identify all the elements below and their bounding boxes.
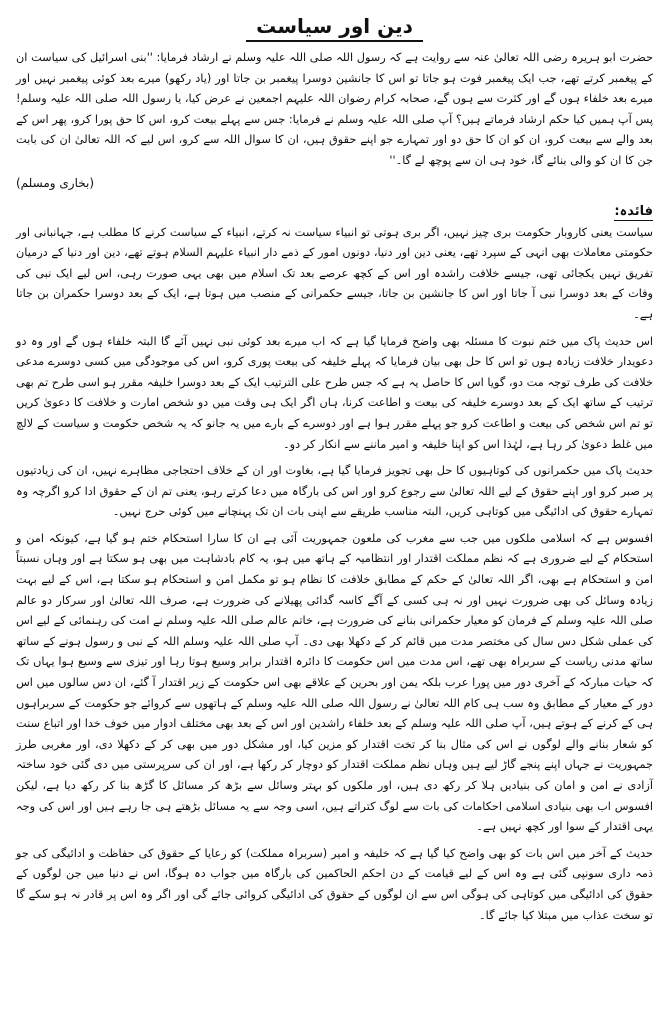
paragraph-3: حدیث پاک میں حکمرانوں کی کوتاہیوں کا حل بھی تجویز فرمایا گیا ہے، بغاوت اور ان کے خلاف احتجاجی مظاہرے نہیں، ان کی زیادتیوں پر صبر کرو اور اپنے حقوق کے لیے اللہ تعالیٰ سے رجوع کرو اور اس کی بارگاہ میں دعا کرتے رہو، یعنی تم ان کے حقوق ادا کرو اگرچہ وہ تمہارے حقوق کی ادائیگی میں کوتاہی کریں، البتہ مناسب طریقے سے اپنی بات ان تک پہنچانے میں کوئی حرج نہیں۔	[16, 464, 653, 519]
fawaid-heading: فائدہ:	[614, 203, 653, 219]
hadith-reference: (بخاری ومسلم)	[16, 175, 94, 190]
paragraph-4: افسوس ہے کہ اسلامی ملکوں میں جب سے مغرب کی ملعون جمہوریت آئی ہے ان کا سارا استحکام ختم ہو گیا ہے، کیونکہ امن و استحکام کے لیے ضروری ہے کہ نظم مملکت اقتدار اور انتظامیہ کے ہاتھ میں ہو، یہ کام بادشاہت میں بھی ہو سکتا ہے اور وہاں نسبتاً امن و استحکام ہے بھی، اگر اللہ تعالیٰ کے حکم کے مطابق خلافت کا نظام ہو تو مکمل امن و استحکام ہو سکتا ہے، اس کے لیے بہت زیادہ وسائل کی بھی ضرورت نہیں اور نہ ہی کسی کے آگے کاسہ گدائی پھیلانے کی ضرورت ہے، صرف اللہ تعالیٰ اور سرکار دو عالم صلی اللہ علیہ وسلم کے فرمان کو معیار حکمرانی بنانے کی ضرورت ہے، خاتم عالم صلی اللہ علیہ وسلم نے امت کی رہنمائی کے لیے اس کی عملی شکل دس سال کی مختصر مدت میں قائم کر کے دکھلا بھی دی۔ آپ صلی اللہ علیہ وسلم اللہ کے نبی و رسول ہونے کے ساتھ ساتھ مدنی ریاست کے سربراہ بھی تھے، اس مدت میں اس حکومت کا دائرہ اقتدار برابر وسیع ہوتا رہا اور تیزی سے وسیع ہوا یہاں تک کہ حیات مبارکہ کے آخری دور میں پورا عرب بلکہ یمن اور بحرین کے علاقے بھی اس حکومت کے زیر اقتدار آ گئے، ان دس سالوں میں اس دور کے معیار کے مطابق وہ سب ہی کام اللہ تعالیٰ نے رسول اللہ صلی اللہ علیہ وسلم کے ہاتھوں سے کروائے جو حکومت کے سربراہوں ہی کے کرنے کے ہوتے ہیں، آپ صلی اللہ علیہ وسلم کے بعد خلفاء راشدین اور اس کے بعد بھی مختلف ادوار میں خوف خدا اور اتباع سنت کو شعار بنانے والے لوگوں نے اس کی مثال بنا کر تخت اقتدار کو مزین کیا، اور مشکل دور میں بھی کر کے دکھلا دی، اور مغربی طرز جمہوریت نے جہاں اپنے پنجے گاڑ لیے ہیں وہاں نظم مملکت اقتدار کو دوچار کر رکھا ہے، اور ان کی سرپرستی میں دی گئی خود ساختہ آزادی نے امن و امان کی بنیادیں ہلا کر رکھ دی ہیں، اور ملکوں کو بہتر وسائل سے بڑھ کر مسائل کا گڑھ بنا کر رکھ دیا ہے، لیکن افسوس اب بھی بنیادی اسلامی احکامات کی بات سے لوگ کتراتے ہیں، اسی وجہ سے یہ مسائل بڑھتے ہی جا رہے ہیں اور اس کی وجہ یہی اقتدار کے سوا اور کچھ نہیں ہے۔	[16, 531, 653, 834]
page-title: دین اور سیاست	[246, 14, 423, 42]
title-wrap	[16, 14, 653, 42]
paragraph-2: اس حدیث پاک میں ختم نبوت کا مسئلہ بھی واضح فرمایا گیا ہے کہ اب میرے بعد کوئی نبی نہیں آئے گا البتہ خلفاء ہوں گے اور وہ دو دعویدار خلافت زیادہ ہوں تو اس کا حل بھی بیان فرمایا کہ پہلے خلیفہ کی بیعت پوری کرو، اس کی موجودگی میں کسی دوسرے مدعی خلافت کی طرف توجہ مت دو، گویا اس کا حاصل یہ ہے کہ جس طرح علی الترتیب ایک کے بعد دوسرا خلیفہ مقرر ہو اسی طرح تم بھی ترتیب کے ساتھ ایک کے بعد دوسرے خلیفہ کی بیعت و اطاعت کرنا، ہاں اگر ایک ہی وقت میں دو شخص امارت و خلافت کا دعویٰ کریں تو تم اس شخص کی بیعت و اطاعت کرو جو پہلے مقرر ہوا ہے اور دوسرے کے بارے میں یہ جانو کہ یہ شخص حکومت و سیاست کے لالچ میں غلط دعویٰ کر رہا ہے، لہٰذا اس کو اپنا خلیفہ و امیر ماننے سے انکار کر دو۔	[16, 334, 653, 451]
hadith-text: حضرت ابو ہریرہ رضی اللہ تعالیٰ عنہ سے روایت ہے کہ رسول اللہ صلی اللہ علیہ وسلم نے ارشاد فرمایا: ''بنی اسرائیل کی سیاست ان کے پیغمبر کرتے تھے، جب ایک پیغمبر فوت ہو جاتا تو اس کا جانشین دوسرا پیغمبر بن جاتا اور (یاد رکھو) میرے بعد کوئی پیغمبر نہیں اور میرے بعد خلفاء ہوں گے اور کثرت سے ہوں گے، صحابہ کرام رضوان اللہ علیہم اجمعین نے عرض کیا، یا رسول اللہ صلی اللہ علیہ وسلم! پس آپ ہمیں کیا حکم ارشاد فرماتے ہیں؟ آپ صلی اللہ علیہ وسلم نے فرمایا: جس سے پہلے بیعت کرو، اس کا حق پورا کرو، پھر اس کے بعد والے سے بیعت کرو، ان کو ان کا حق دو اور تمہارے جو اپنے حقوق ہیں، ان کا سوال اللہ سے کرو، اس لیے کہ اللہ تعالیٰ ان کی بابت جن کا ان کو والی بنائے گا، خود ہی ان سے پوچھ لے گا۔''	[16, 51, 653, 167]
paragraph-1: سیاست یعنی کاروبار حکومت بری چیز نہیں، اگر بری ہوتی تو انبیاء سیاست نہ کرتے، انبیاء کے سیاست کرنے کا مطلب ہے، جہانبانی اور حکومتی معاملات بھی انہی کے سپرد تھے، یعنی دین اور دنیا، دونوں امور کے ذمے دار انبیاء علیہم السلام ہوتے تھے، دین اور دنیا کے درمیان تفریق نہیں یکجائی تھی، جیسے خلافت راشدہ اور اس کے کچھ عرصے بعد تک اسلام میں بھی یہی صورت رہی، اس لیے ایک نبی کی وفات کے بعد دوسرا نبی آ جاتا اور اس کا جانشین بن جاتا، جیسے حکمرانی کے منصب میں ہوتا ہے، ایک کے بعد دوسرا حکمران بن جاتا ہے۔	[16, 225, 653, 321]
fawaid-heading-wrap	[16, 200, 653, 221]
paragraph-5: حدیث کے آخر میں اس بات کو بھی واضح کیا گیا ہے کہ خلیفہ و امیر (سربراہ مملکت) کو رعایا کے حقوق کی حفاظت و ادائیگی کی جو ذمہ داری سونپی گئی ہے وہ اس کے لیے قیامت کے دن احکم الحاکمین کی بارگاہ میں جواب دہ ہوگا، اس نے دنیا میں جن لوگوں کے حقوق کی ادائیگی میں کوتاہی کی ہوگی اس سے ان لوگوں کے حقوق کی ادائیگی کروائی جائے گی اور اگر وہ اس پر قادر نہ ہو سکے گا تو سخت عذاب میں مبتلا کیا جائے گا۔	[16, 846, 653, 922]
